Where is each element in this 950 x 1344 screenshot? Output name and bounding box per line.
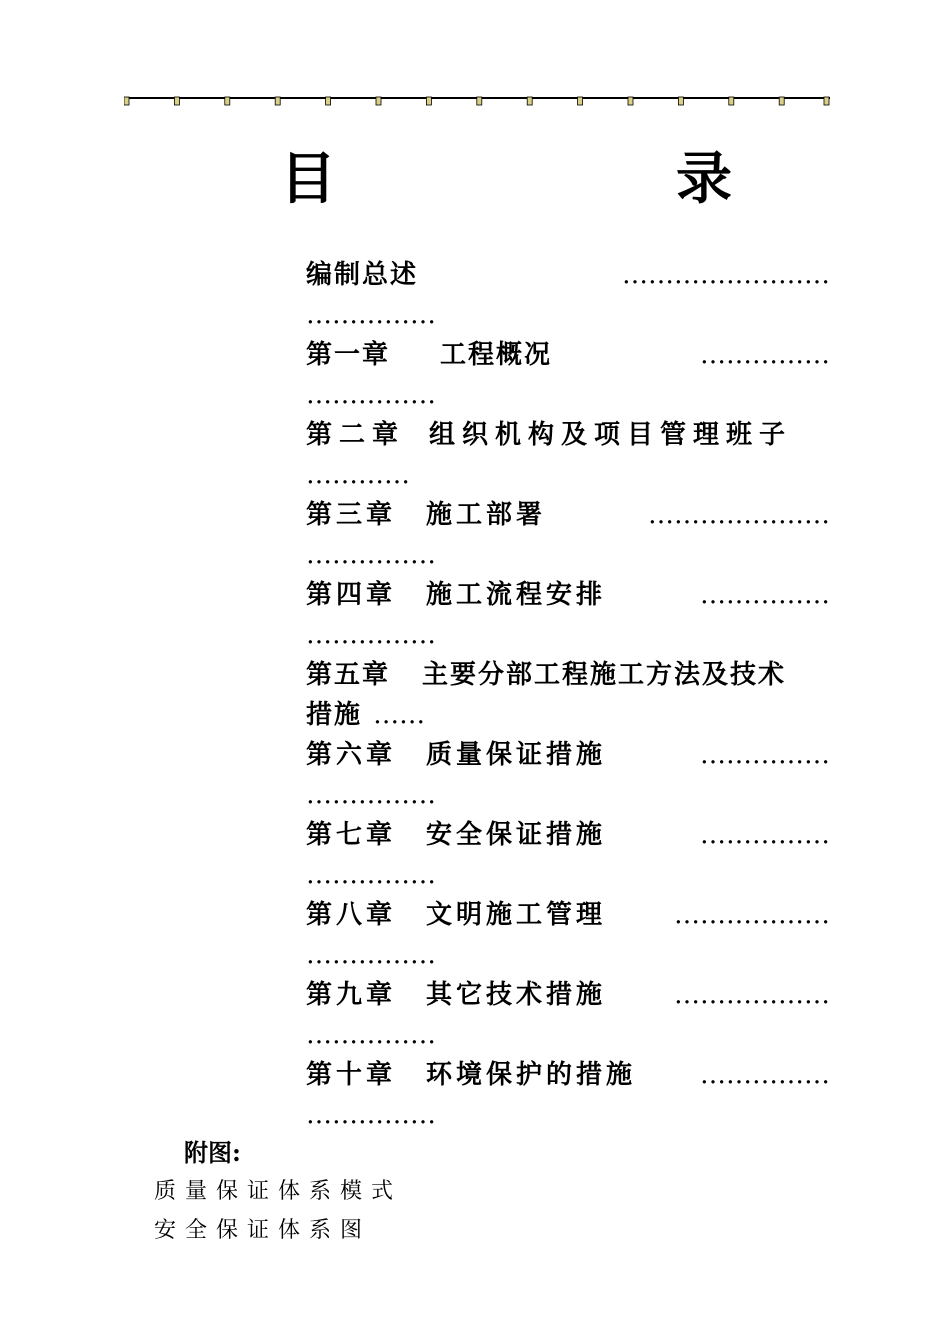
toc-chapter-number: 第二章: [306, 420, 406, 450]
toc-leader-dots: ……………: [700, 340, 830, 370]
toc-chapter-title: 其它技术措施: [426, 980, 607, 1010]
toc-chapter-number: 第十章: [306, 1060, 397, 1090]
toc-leader-dots: ………………: [674, 900, 830, 930]
toc-chapter-number: 第七章: [306, 820, 397, 850]
toc-title-second-char: 录: [676, 146, 732, 212]
toc-entry-title: 编制总述: [306, 260, 419, 290]
toc-chapter-number: 第四章: [306, 580, 397, 610]
toc-chapter-title: 主要分部工程施工方法及技术: [422, 660, 787, 690]
toc-chapter-number: 第一章: [306, 340, 391, 370]
toc-chapter-number: 第五章: [306, 660, 391, 690]
toc-chapter-title: 质量保证措施: [426, 740, 607, 770]
toc-leader-dots-cont: ……………: [306, 860, 436, 890]
appendix-heading: 附图:: [184, 1138, 241, 1167]
toc-chapter-number: 第三章: [306, 500, 397, 530]
toc-chapter-title: 工程概况: [440, 340, 553, 370]
toc-entry-chapter-9[interactable]: [306, 975, 830, 1055]
toc-entry-chapter-8[interactable]: [306, 895, 830, 975]
toc-entry-chapter-6[interactable]: [306, 735, 830, 815]
toc-leader-dots: …………………: [648, 500, 830, 530]
toc-entry-chapter-3[interactable]: [306, 495, 830, 575]
header-decorative-rule: [124, 94, 830, 108]
table-of-contents: [306, 255, 830, 1135]
toc-leader-dots-cont: ……………: [306, 1100, 436, 1130]
toc-chapter-number: 第八章: [306, 900, 397, 930]
toc-leader-dots-cont: ……………: [306, 540, 436, 570]
toc-leader-dots-cont: ……………: [306, 780, 436, 810]
toc-chapter-title: 安全保证措施: [426, 820, 607, 850]
toc-entry-chapter-7[interactable]: [306, 815, 830, 895]
toc-chapter-title: 施工部署: [426, 500, 547, 530]
toc-leader-dots-cont: ……………: [306, 380, 436, 410]
toc-leader-dots: ……………………: [622, 260, 830, 290]
toc-chapter-title: 组织机构及项目管理班子: [429, 420, 793, 450]
toc-leader-dots-cont: ……………: [306, 620, 436, 650]
toc-title-first-char: 目: [280, 146, 336, 212]
toc-leader-dots-cont: ……………: [306, 300, 436, 330]
toc-chapter-title: 施工流程安排: [426, 580, 607, 610]
toc-leader-dots-cont: ……………: [306, 1020, 436, 1050]
toc-leader-dots: ……………: [700, 1060, 830, 1090]
toc-leader-dots: ……………: [700, 580, 830, 610]
toc-chapter-number: 第九章: [306, 980, 397, 1010]
toc-chapter-title: 文明施工管理: [426, 900, 607, 930]
appendix-item-safety-system[interactable]: 安全保证体系图: [154, 1218, 372, 1243]
appendix-item-quality-system[interactable]: 质量保证体系模式: [154, 1179, 403, 1204]
toc-entry-chapter-4[interactable]: [306, 575, 830, 655]
toc-leader-dots: ………………: [674, 980, 830, 1010]
toc-chapter-title: 环境保护的措施: [426, 1060, 637, 1090]
toc-entry-chapter-1[interactable]: [306, 335, 830, 415]
toc-entry-chapter-10[interactable]: [306, 1055, 830, 1135]
toc-leader-dots-cont: …………: [306, 460, 410, 490]
toc-leader-dots-cont: ……: [373, 700, 426, 730]
toc-chapter-title-cont: 措施: [306, 700, 363, 730]
toc-entry-chapter-2[interactable]: [306, 415, 830, 495]
toc-entry-chapter-5[interactable]: [306, 655, 830, 735]
toc-entry-overview[interactable]: [306, 255, 830, 335]
toc-chapter-number: 第六章: [306, 740, 397, 770]
toc-leader-dots: ……………: [700, 820, 830, 850]
toc-leader-dots: ……………: [700, 740, 830, 770]
toc-leader-dots-cont: ……………: [306, 940, 436, 970]
